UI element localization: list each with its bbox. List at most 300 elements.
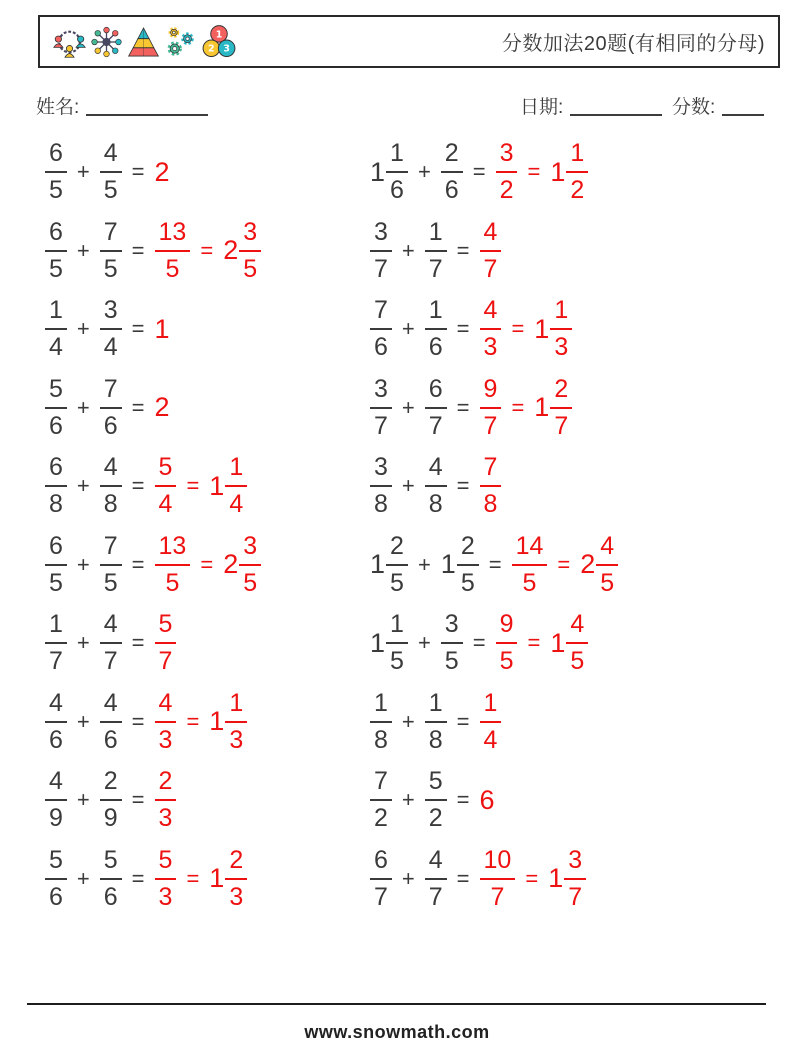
mixed-number xyxy=(223,217,261,283)
numerator: 5 xyxy=(425,769,447,801)
fraction xyxy=(100,455,122,517)
name-blank xyxy=(86,101,208,116)
operator: = xyxy=(131,708,145,734)
problem xyxy=(45,290,370,369)
operator: = xyxy=(131,237,145,263)
whole-part: 2 xyxy=(580,549,596,580)
numerator: 3 xyxy=(239,534,261,566)
fraction xyxy=(100,374,122,440)
numerator: 4 xyxy=(566,612,588,644)
denominator: 5 xyxy=(165,568,180,597)
fraction xyxy=(155,455,177,517)
operator: = xyxy=(456,865,470,891)
operator: + xyxy=(76,708,90,734)
fraction xyxy=(425,455,447,517)
mixed-number xyxy=(209,845,247,911)
fraction-token xyxy=(45,298,67,360)
operator: + xyxy=(417,551,431,577)
problem xyxy=(45,604,370,683)
denominator: 5 xyxy=(460,568,475,597)
numerator: 7 xyxy=(370,298,392,330)
numerator: 9 xyxy=(480,377,502,409)
operator: + xyxy=(401,473,415,499)
problems-grid xyxy=(45,133,618,918)
denominator: 4 xyxy=(229,490,244,519)
operator: = xyxy=(131,473,145,499)
date-blank xyxy=(570,101,662,116)
denominator: 7 xyxy=(374,882,388,911)
denominator: 7 xyxy=(568,882,583,911)
fraction-token xyxy=(45,612,67,674)
date-label: 日期: xyxy=(520,97,564,118)
whole-part: 1 xyxy=(209,863,225,894)
denominator: 6 xyxy=(49,411,63,440)
whole-part: 2 xyxy=(223,235,239,266)
fraction-token xyxy=(496,612,518,674)
numerator: 1 xyxy=(45,612,67,644)
whole-part: 1 xyxy=(550,627,566,658)
mixed-number xyxy=(223,531,261,597)
fraction-token xyxy=(441,612,463,674)
mixed-number xyxy=(209,688,247,754)
fraction-token xyxy=(480,217,502,283)
operator: + xyxy=(76,630,90,656)
score-field xyxy=(672,92,764,119)
fraction-token xyxy=(480,374,502,440)
network-hub-icon xyxy=(90,23,123,61)
fraction xyxy=(155,531,191,597)
numerator: 1 xyxy=(45,298,67,330)
problem xyxy=(370,133,618,212)
fraction xyxy=(496,612,518,674)
fraction xyxy=(370,455,392,517)
fraction-token xyxy=(45,455,67,517)
fraction-token xyxy=(45,769,67,831)
fraction xyxy=(225,455,247,517)
denominator: 2 xyxy=(428,804,443,833)
mixed-number xyxy=(209,455,247,517)
fraction-token xyxy=(480,845,516,911)
whole-part: 1 xyxy=(550,156,566,187)
denominator: 8 xyxy=(483,490,498,519)
operator: = xyxy=(131,394,145,420)
score-blank xyxy=(722,101,764,116)
mixed-number xyxy=(370,141,408,203)
numerator: 2 xyxy=(155,769,177,801)
fraction-token xyxy=(370,845,392,911)
fraction-token xyxy=(155,531,191,597)
fraction-token xyxy=(155,455,177,517)
fraction xyxy=(441,141,463,203)
mixed-number xyxy=(580,531,618,597)
fraction-token xyxy=(155,612,177,674)
fraction xyxy=(100,298,122,360)
numerator: 4 xyxy=(100,455,122,487)
numerator: 7 xyxy=(100,534,122,566)
whole-number: 2 xyxy=(154,392,170,423)
numerator: 5 xyxy=(155,455,177,487)
operator: = xyxy=(456,708,470,734)
denominator: 6 xyxy=(428,333,443,362)
whole-part: 1 xyxy=(534,392,550,423)
fraction-token xyxy=(425,769,447,831)
gears-icon xyxy=(164,23,197,61)
problem xyxy=(370,369,618,448)
fraction xyxy=(100,845,122,911)
numerator: 4 xyxy=(480,220,502,252)
fraction-token xyxy=(425,845,447,911)
operator: = xyxy=(472,159,486,185)
operator: = xyxy=(527,159,541,185)
denominator: 4 xyxy=(49,333,63,362)
fraction xyxy=(225,845,247,911)
denominator: 4 xyxy=(158,490,173,519)
numerator: 1 xyxy=(370,691,392,723)
numerator: 3 xyxy=(496,141,518,173)
fraction xyxy=(45,531,67,597)
operator: = xyxy=(200,237,214,263)
mixed-number xyxy=(534,374,572,440)
ball-number-1: 1 xyxy=(215,28,223,40)
fraction xyxy=(386,612,408,674)
mixed-number xyxy=(550,612,588,674)
fraction xyxy=(512,531,548,597)
fraction xyxy=(566,612,588,674)
numerator: 10 xyxy=(480,848,516,880)
numerator: 6 xyxy=(45,455,67,487)
fraction xyxy=(155,845,177,911)
fraction-token xyxy=(100,217,122,283)
denominator: 7 xyxy=(103,647,118,676)
fraction xyxy=(155,688,177,754)
operator: = xyxy=(456,473,470,499)
fraction xyxy=(425,374,447,440)
numerator: 3 xyxy=(239,220,261,252)
fraction xyxy=(370,374,392,440)
fraction xyxy=(550,374,572,440)
footer-divider xyxy=(27,1003,766,1005)
operator: + xyxy=(401,237,415,263)
numerator: 2 xyxy=(550,377,572,409)
fraction-token xyxy=(45,141,67,203)
denominator: 8 xyxy=(428,490,443,519)
denominator: 6 xyxy=(374,333,388,362)
denominator: 4 xyxy=(103,333,118,362)
numerator: 6 xyxy=(370,848,392,880)
denominator: 2 xyxy=(499,176,514,205)
fraction-token xyxy=(370,455,392,517)
date-field xyxy=(520,92,662,119)
numerator: 3 xyxy=(441,612,463,644)
fraction xyxy=(386,141,408,203)
denominator: 4 xyxy=(483,725,498,754)
numerator: 1 xyxy=(566,141,588,173)
operator: = xyxy=(131,865,145,891)
fraction xyxy=(386,531,408,597)
fraction-token xyxy=(480,455,502,517)
numerator: 3 xyxy=(370,377,392,409)
page-title: 分数加法20题(有相同的分母) xyxy=(501,33,765,55)
problem xyxy=(45,447,370,526)
denominator: 5 xyxy=(103,176,118,205)
denominator: 5 xyxy=(444,647,459,676)
denominator: 7 xyxy=(428,411,443,440)
denominator: 6 xyxy=(390,176,404,205)
operator: = xyxy=(511,394,525,420)
fraction xyxy=(496,141,518,203)
denominator: 9 xyxy=(49,804,63,833)
name-field xyxy=(36,92,208,119)
whole-part: 1 xyxy=(370,627,386,658)
problem xyxy=(45,761,370,840)
numerator: 7 xyxy=(100,377,122,409)
denominator: 2 xyxy=(570,176,585,205)
numerator: 4 xyxy=(100,612,122,644)
fields-row xyxy=(0,92,794,118)
numerator: 1 xyxy=(425,691,447,723)
fraction-token xyxy=(45,845,67,911)
operator: + xyxy=(417,159,431,185)
numerator: 4 xyxy=(425,455,447,487)
fraction xyxy=(239,531,261,597)
fraction xyxy=(425,769,447,831)
numerator: 1 xyxy=(425,220,447,252)
fraction xyxy=(155,769,177,831)
fraction xyxy=(155,612,177,674)
operator: + xyxy=(401,708,415,734)
operator: = xyxy=(131,316,145,342)
problem xyxy=(370,683,618,762)
fraction-token xyxy=(45,217,67,283)
fraction-token xyxy=(45,531,67,597)
fraction-token xyxy=(155,217,191,283)
denominator: 6 xyxy=(444,176,459,205)
mixed-number xyxy=(370,612,408,674)
fraction-token xyxy=(100,455,122,517)
operator: = xyxy=(131,159,145,185)
denominator: 7 xyxy=(428,882,443,911)
fraction xyxy=(480,845,516,911)
numerator: 2 xyxy=(457,534,479,566)
numerator: 4 xyxy=(596,534,618,566)
fraction xyxy=(155,217,191,283)
operator: = xyxy=(456,316,470,342)
operator: + xyxy=(76,787,90,813)
problem xyxy=(45,526,370,605)
fraction-token xyxy=(496,141,518,203)
fraction-token xyxy=(100,374,122,440)
fraction xyxy=(100,612,122,674)
footer-site-text: www.snowmath.com xyxy=(304,1022,490,1042)
problem xyxy=(370,447,618,526)
numerator: 5 xyxy=(45,377,67,409)
operator: + xyxy=(401,394,415,420)
fraction-token xyxy=(425,455,447,517)
fraction xyxy=(45,612,67,674)
problem xyxy=(370,526,618,605)
numerator: 4 xyxy=(425,848,447,880)
fraction-token xyxy=(45,374,67,440)
denominator: 7 xyxy=(49,647,63,676)
numerator: 4 xyxy=(45,769,67,801)
numerator: 6 xyxy=(45,534,67,566)
operator: = xyxy=(511,316,525,342)
denominator: 3 xyxy=(158,804,173,833)
numerator: 3 xyxy=(370,455,392,487)
fraction-token xyxy=(480,688,502,754)
fraction-token xyxy=(100,688,122,754)
ball-number-2: 2 xyxy=(208,43,215,55)
fraction xyxy=(425,688,447,754)
numerator: 5 xyxy=(155,848,177,880)
fraction xyxy=(45,769,67,831)
denominator: 6 xyxy=(49,882,63,911)
denominator: 7 xyxy=(158,647,173,676)
fraction xyxy=(225,688,247,754)
operator: = xyxy=(456,237,470,263)
operator: = xyxy=(186,708,200,734)
fraction xyxy=(425,845,447,911)
fraction xyxy=(100,217,122,283)
denominator: 8 xyxy=(49,490,63,519)
mixed-number xyxy=(370,531,408,597)
numerator: 4 xyxy=(480,298,502,330)
fraction xyxy=(45,688,67,754)
numbered-balls-icon xyxy=(201,23,237,61)
fraction xyxy=(425,298,447,360)
whole-part: 1 xyxy=(209,470,225,501)
denominator: 5 xyxy=(499,647,514,676)
fraction xyxy=(100,769,122,831)
operator: = xyxy=(186,473,200,499)
numerator: 2 xyxy=(225,848,247,880)
denominator: 9 xyxy=(103,804,118,833)
operator: = xyxy=(527,630,541,656)
denominator: 8 xyxy=(428,725,443,754)
fraction-token xyxy=(100,612,122,674)
fraction-token xyxy=(45,688,67,754)
numerator: 13 xyxy=(155,534,191,566)
numerator: 1 xyxy=(550,298,572,330)
numerator: 4 xyxy=(100,691,122,723)
fraction xyxy=(566,141,588,203)
fraction-token xyxy=(441,141,463,203)
denominator: 3 xyxy=(229,725,244,754)
problem xyxy=(45,212,370,291)
operator: = xyxy=(557,551,571,577)
denominator: 6 xyxy=(49,725,63,754)
name-label: 姓名: xyxy=(36,97,80,118)
fraction-token xyxy=(425,298,447,360)
problem xyxy=(370,761,618,840)
fraction xyxy=(45,455,67,517)
fraction xyxy=(370,688,392,754)
denominator: 5 xyxy=(390,568,404,597)
operator: + xyxy=(401,865,415,891)
fraction xyxy=(100,141,122,203)
fraction-token xyxy=(155,769,177,831)
fraction xyxy=(100,531,122,597)
fraction xyxy=(45,298,67,360)
denominator: 3 xyxy=(158,882,173,911)
operator: + xyxy=(76,237,90,263)
operator: + xyxy=(401,787,415,813)
fraction-token xyxy=(100,845,122,911)
problem xyxy=(370,840,618,919)
denominator: 3 xyxy=(554,333,569,362)
denominator: 5 xyxy=(49,254,63,283)
whole-part: 1 xyxy=(548,863,564,894)
numerator: 4 xyxy=(100,141,122,173)
fraction-token xyxy=(480,298,502,360)
numerator: 2 xyxy=(441,141,463,173)
numerator: 5 xyxy=(45,848,67,880)
problem xyxy=(45,133,370,212)
operator: = xyxy=(131,551,145,577)
operator: + xyxy=(76,473,90,499)
whole-number: 6 xyxy=(479,784,495,815)
denominator: 5 xyxy=(165,254,180,283)
fraction-token xyxy=(370,298,392,360)
fraction xyxy=(441,612,463,674)
problem xyxy=(45,683,370,762)
denominator: 7 xyxy=(374,254,388,283)
fraction xyxy=(596,531,618,597)
numerator: 1 xyxy=(480,691,502,723)
denominator: 3 xyxy=(483,333,498,362)
score-label: 分数: xyxy=(672,97,716,118)
numerator: 1 xyxy=(386,141,408,173)
operator: + xyxy=(76,865,90,891)
fraction xyxy=(457,531,479,597)
numerator: 5 xyxy=(100,848,122,880)
denominator: 6 xyxy=(103,725,118,754)
denominator: 7 xyxy=(483,254,498,283)
fraction xyxy=(480,217,502,283)
mixed-number xyxy=(550,141,588,203)
numerator: 3 xyxy=(370,220,392,252)
fraction-token xyxy=(512,531,548,597)
operator: + xyxy=(76,551,90,577)
denominator: 6 xyxy=(103,882,118,911)
denominator: 5 xyxy=(390,647,404,676)
fraction-token xyxy=(100,298,122,360)
numerator: 6 xyxy=(45,141,67,173)
fraction xyxy=(370,769,392,831)
fraction-token xyxy=(155,845,177,911)
numerator: 3 xyxy=(100,298,122,330)
whole-part: 1 xyxy=(370,156,386,187)
denominator: 5 xyxy=(243,254,258,283)
fraction xyxy=(45,845,67,911)
people-circle-icon xyxy=(53,23,86,61)
denominator: 5 xyxy=(522,568,537,597)
operator: = xyxy=(488,551,502,577)
operator: = xyxy=(131,787,145,813)
fraction xyxy=(45,141,67,203)
problem xyxy=(45,840,370,919)
whole-part: 1 xyxy=(209,706,225,737)
numerator: 13 xyxy=(155,220,191,252)
denominator: 5 xyxy=(49,568,63,597)
denominator: 8 xyxy=(374,490,388,519)
fraction xyxy=(239,217,261,283)
denominator: 7 xyxy=(374,411,388,440)
operator: + xyxy=(76,159,90,185)
logo xyxy=(53,23,237,61)
fraction-token xyxy=(370,688,392,754)
fraction-token xyxy=(425,374,447,440)
